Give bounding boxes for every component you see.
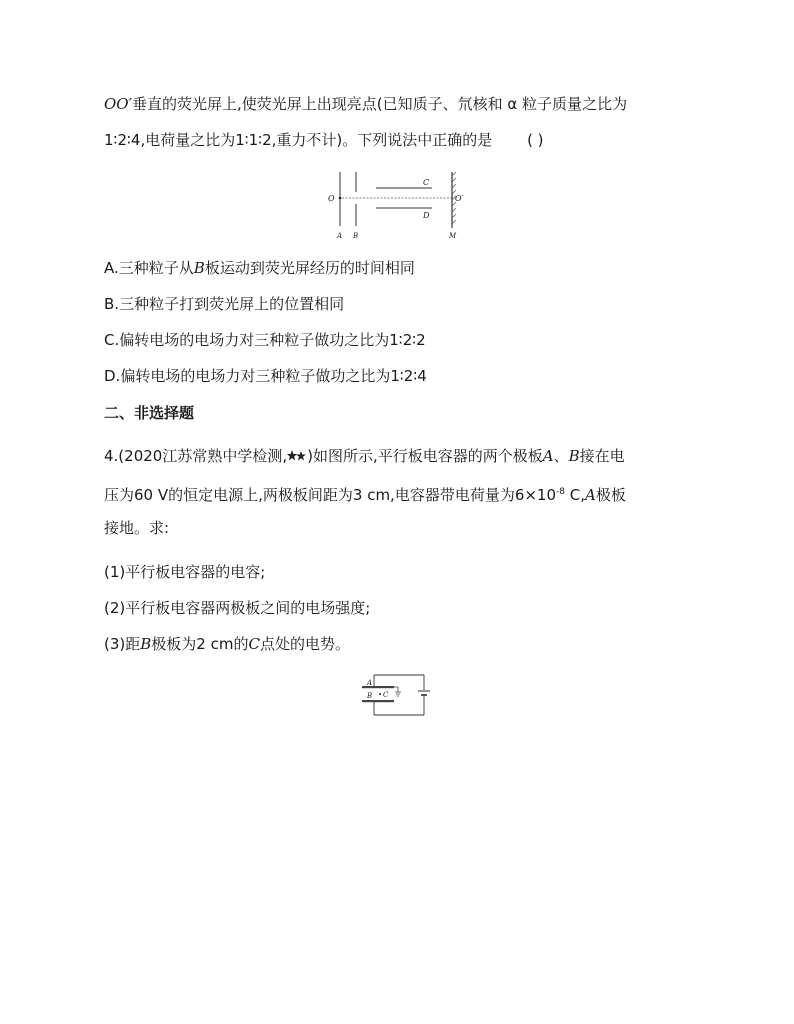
question-3-var-c: C [248, 635, 260, 653]
problem4-var-a: A [542, 447, 554, 465]
option-a-letter: A. [104, 259, 119, 277]
problem4-var-b: B [568, 447, 580, 465]
answer-paren: ( ) [527, 131, 544, 149]
label-b: B [353, 232, 359, 240]
problem4-line-1-text: )如图所示,平行板电容器的两个极板 [307, 447, 543, 465]
option-d-letter: D. [104, 367, 121, 385]
question-3-mid: 极板为2 cm的 [151, 635, 249, 653]
ground-icon [395, 692, 401, 696]
point-c [379, 693, 381, 695]
label-d: D [423, 211, 430, 220]
problem4-line-2-post: 极板 [595, 486, 626, 504]
problem4-line-2 [104, 482, 626, 505]
question-3-var-b: B [140, 635, 152, 653]
label-o: O [328, 194, 335, 203]
intro-line-1-text: 垂直的荧光屏上,使荧光屏上出现亮点(已知质子、氘核和 α 粒子质量之比为 [132, 95, 628, 113]
question-3-pre: (3)距 [104, 635, 141, 653]
question-1: (1)平行板电容器的电容; [104, 563, 266, 581]
label-o-prime: O′ [455, 194, 464, 203]
question-3-post: 点处的电势。 [259, 635, 350, 653]
problem4-line-1-end: 接在电 [579, 447, 625, 465]
label-a-cap: A [367, 679, 373, 687]
option-c-text: 偏转电场的电场力对三种粒子做功之比为1∶2∶2 [119, 331, 426, 349]
label-b-cap: B [367, 692, 373, 700]
problem4-source: 4.(2020江苏常熟中学检测, [104, 447, 288, 465]
label-c-cap: C [383, 691, 389, 699]
option-d [104, 366, 427, 386]
figure-capacitor-circuit [360, 670, 440, 720]
section-title: 二、非选择题 [104, 404, 195, 422]
intro-line-1 [104, 94, 627, 114]
problem4-line-2-mid: C, [565, 486, 586, 504]
option-b-text: 三种粒子打到荧光屏上的位置相同 [119, 295, 345, 313]
question-2: (2)平行板电容器两极板之间的电场强度; [104, 599, 371, 617]
option-a [104, 258, 415, 278]
problem4-var-a-2: A [585, 486, 596, 504]
option-c-letter: C. [104, 331, 120, 349]
oo-prime-symbol: OO′ [104, 95, 133, 113]
option-b-letter: B. [104, 295, 120, 313]
option-a-text-pre: 三种粒子从 [118, 259, 194, 277]
option-d-text: 偏转电场的电场力对三种粒子做功之比为1∶2∶4 [120, 367, 427, 385]
difficulty-stars-icon [287, 448, 307, 468]
label-c: C [423, 178, 430, 187]
option-b [104, 294, 344, 314]
option-a-var: B [193, 259, 205, 277]
point-o [339, 197, 342, 200]
plate-b-rect [362, 700, 394, 702]
option-c [104, 330, 426, 350]
option-a-text-post: 板运动到荧光屏经历的时间相同 [204, 259, 415, 277]
figure-deflection-apparatus [320, 168, 480, 242]
problem4-sep: 、 [553, 447, 569, 465]
charge-exponent: -8 [556, 487, 566, 497]
problem4-line-2-text: 压为60 V的恒定电源上,两极板间距为3 cm,电容器带电荷量为6×10 [104, 486, 557, 504]
intro-line-2-text: 1∶2∶4,电荷量之比为1∶1∶2,重力不计)。下列说法中正确的是 [104, 131, 493, 149]
label-a: A [337, 232, 343, 240]
problem4-line-1 [104, 446, 625, 468]
question-3 [104, 634, 350, 654]
label-m: M [449, 232, 457, 240]
intro-line-2 [104, 130, 544, 150]
problem4-line-3: 接地。求: [104, 519, 170, 537]
